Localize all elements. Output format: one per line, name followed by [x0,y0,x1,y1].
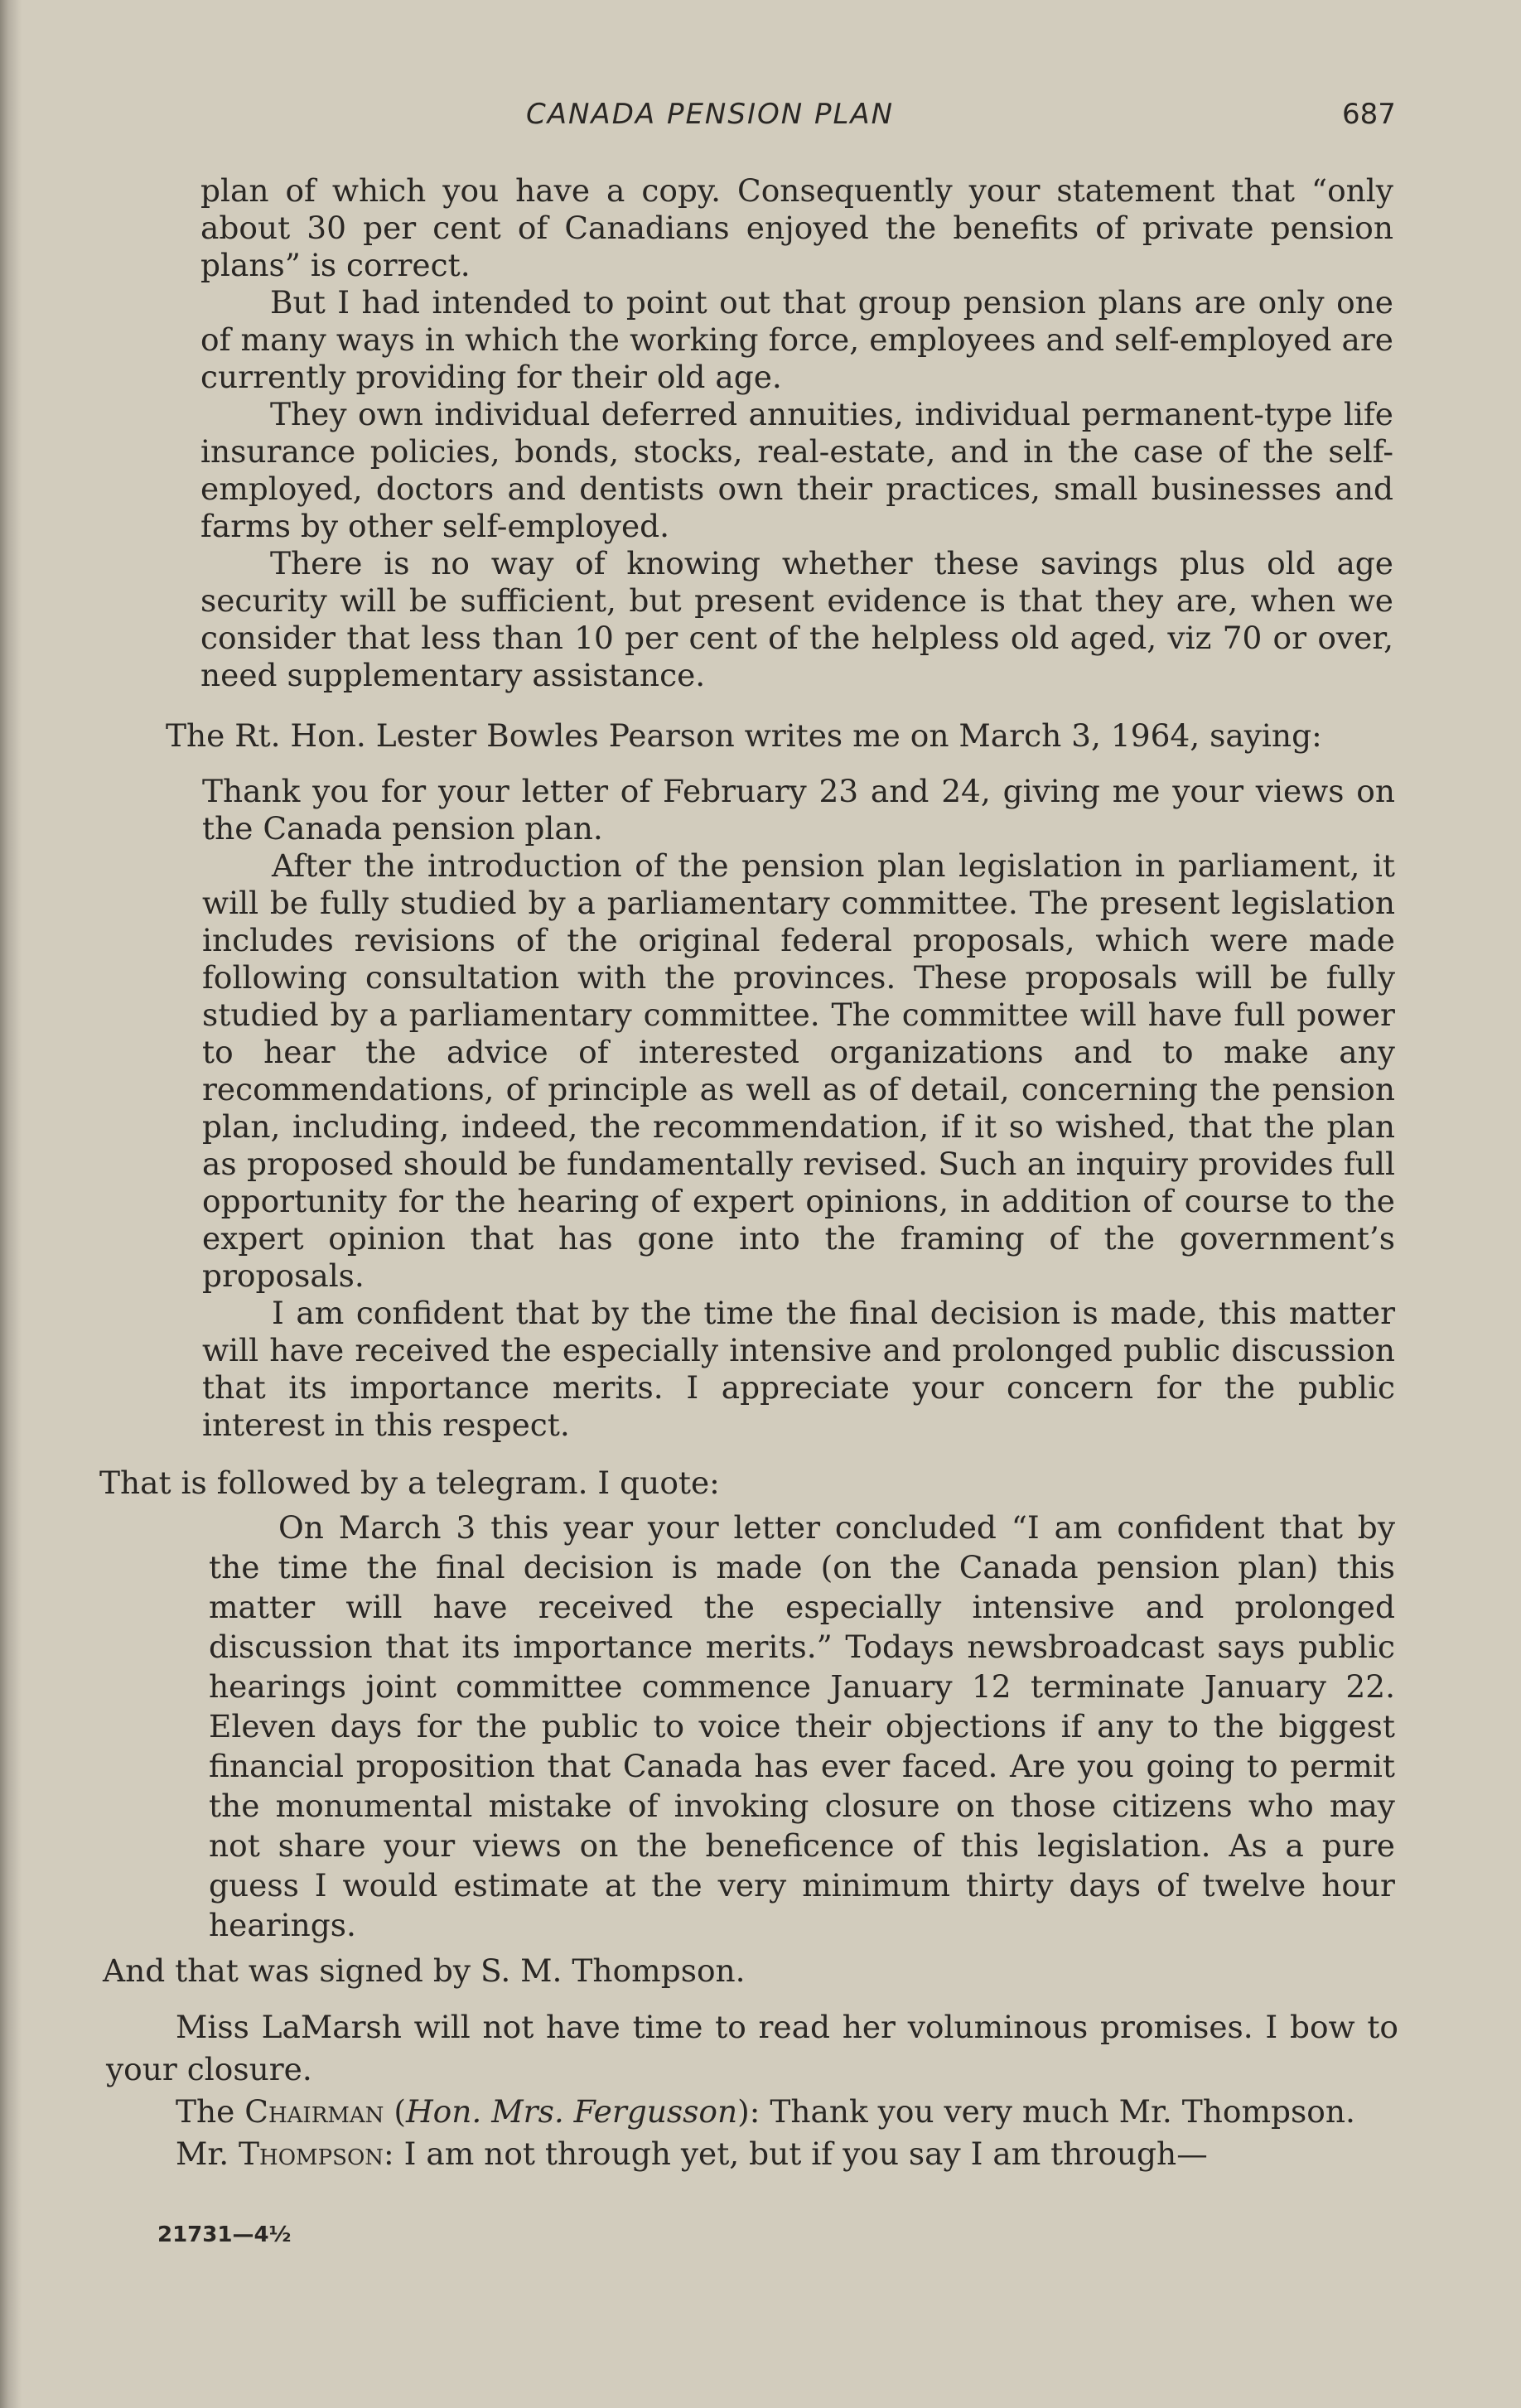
paragraph: The Rt. Hon. Lester Bowles Pearson writes me on March 3, 1964, saying: [166,717,1322,754]
paragraph: They own individual deferred annuities, individual permanent-type life insurance policies, bonds, stocks, real-estate, and in the case of the self-employed, doctors and dentists own their practices, small businesses and farms by other self-employed. [200,396,1393,544]
paragraph: And that was signed by S. M. Thompson. [103,1952,746,1989]
speaker-prefix: The [176,2093,235,2130]
paragraph: That is followed by a telegram. I quote: [99,1465,720,1501]
thompson-speech [106,2133,1398,2175]
page-number: 687 [1342,98,1396,131]
paragraph: There is no way of knowing whether these savings plus old age security will be sufficient, but present evidence is that they are, when we consider that less than 10 per cent of the helpless old aged, viz 70 or over, need supplementary assistance. [200,545,1393,693]
paragraph: On March 3 this year your letter concluded “I am confident that by the time the final decision is made (on the Canada pension plan) this matter will have received the especially intensive and prolonged discussion that its importance merits.” Todays newsbroadcast says public hearings joint committee commence January 12 terminate January 22. Eleven days for the public to voice their objections if any to the biggest financial proposition that Canada has ever faced. Are you going to permit the monumental mistake of invoking closure on those citizens who may not share your views on the beneficence of this legislation. As a pure guess I would estimate at the very minimum thirty days of twelve hour hearings. [209,1509,1395,1943]
speaker-name: Thompson [239,2135,384,2172]
paragraph: Thank you for your letter of February 23 and 24, giving me your views on the Canada pension plan. [202,773,1395,847]
speaker-name: Chairman [244,2093,384,2130]
speaker-detail: Hon. Mrs. Fergusson [405,2093,738,2130]
page-edge-shadow [0,0,22,2408]
quote-block-pearson-letter [202,773,1395,1444]
speech-text: : Thank you very much Mr. Thompson. [749,2093,1355,2130]
paragraph: I am confident that by the time the final decision is made, this matter will have received the especially intensive and prolonged public discussion that its importance merits. I appreciate your concern for the public interest in this respect. [202,1295,1395,1443]
quote-block-letter-excerpt [200,172,1393,694]
speech-text: : I am not through yet, but if you say I am through— [384,2135,1208,2172]
footer-print-code: 21731—4½ [157,2222,292,2247]
chairman-speech: The Chairman (Hon. Mrs. Fergusson): Thank you very much Mr. Thompson. [176,2093,1355,2130]
telegram-intro [99,1465,1392,1502]
paragraph: But I had intended to point out that group pension plans are only one of many ways in which the working force, employees and self-employed are currently providing for their old age. [200,284,1393,395]
closing-dialogue [106,2006,1398,2175]
pearson-intro [166,717,1392,755]
paragraph: Miss LaMarsh will not have time to read her voluminous promises. I bow to your closure. [106,2009,1398,2087]
page-header [0,98,1521,136]
signature-line [103,1952,1395,1990]
running-head: CANADA PENSION PLAN [526,98,895,131]
paragraph: After the introduction of the pension plan legislation in parliament, it will be fully studied by a parliamentary committee. The present legislation includes revisions of the original federal proposals, which were made following consultation with the provinces. These proposals will be fully studied by a parliamentary committee. The committee will have full power to hear the advice of interested organizations and to make any recommendations, of principle as well as of detail, concerning the pension plan, including, indeed, the recommendation, if it so wished, that the plan as proposed should be fundamentally revised. Such an inquiry provides full opportunity for the hearing of expert opinions, in addition of course to the expert opinion that has gone into the framing of the government’s proposals. [202,847,1395,1294]
quote-block-telegram [209,1508,1395,1945]
speaker-prefix: Mr. [176,2135,229,2172]
paragraph: plan of which you have a copy. Consequently your statement that “only about 30 per cent of Canadians enjoyed the benefits of private pension plans” is correct. [200,172,1393,283]
